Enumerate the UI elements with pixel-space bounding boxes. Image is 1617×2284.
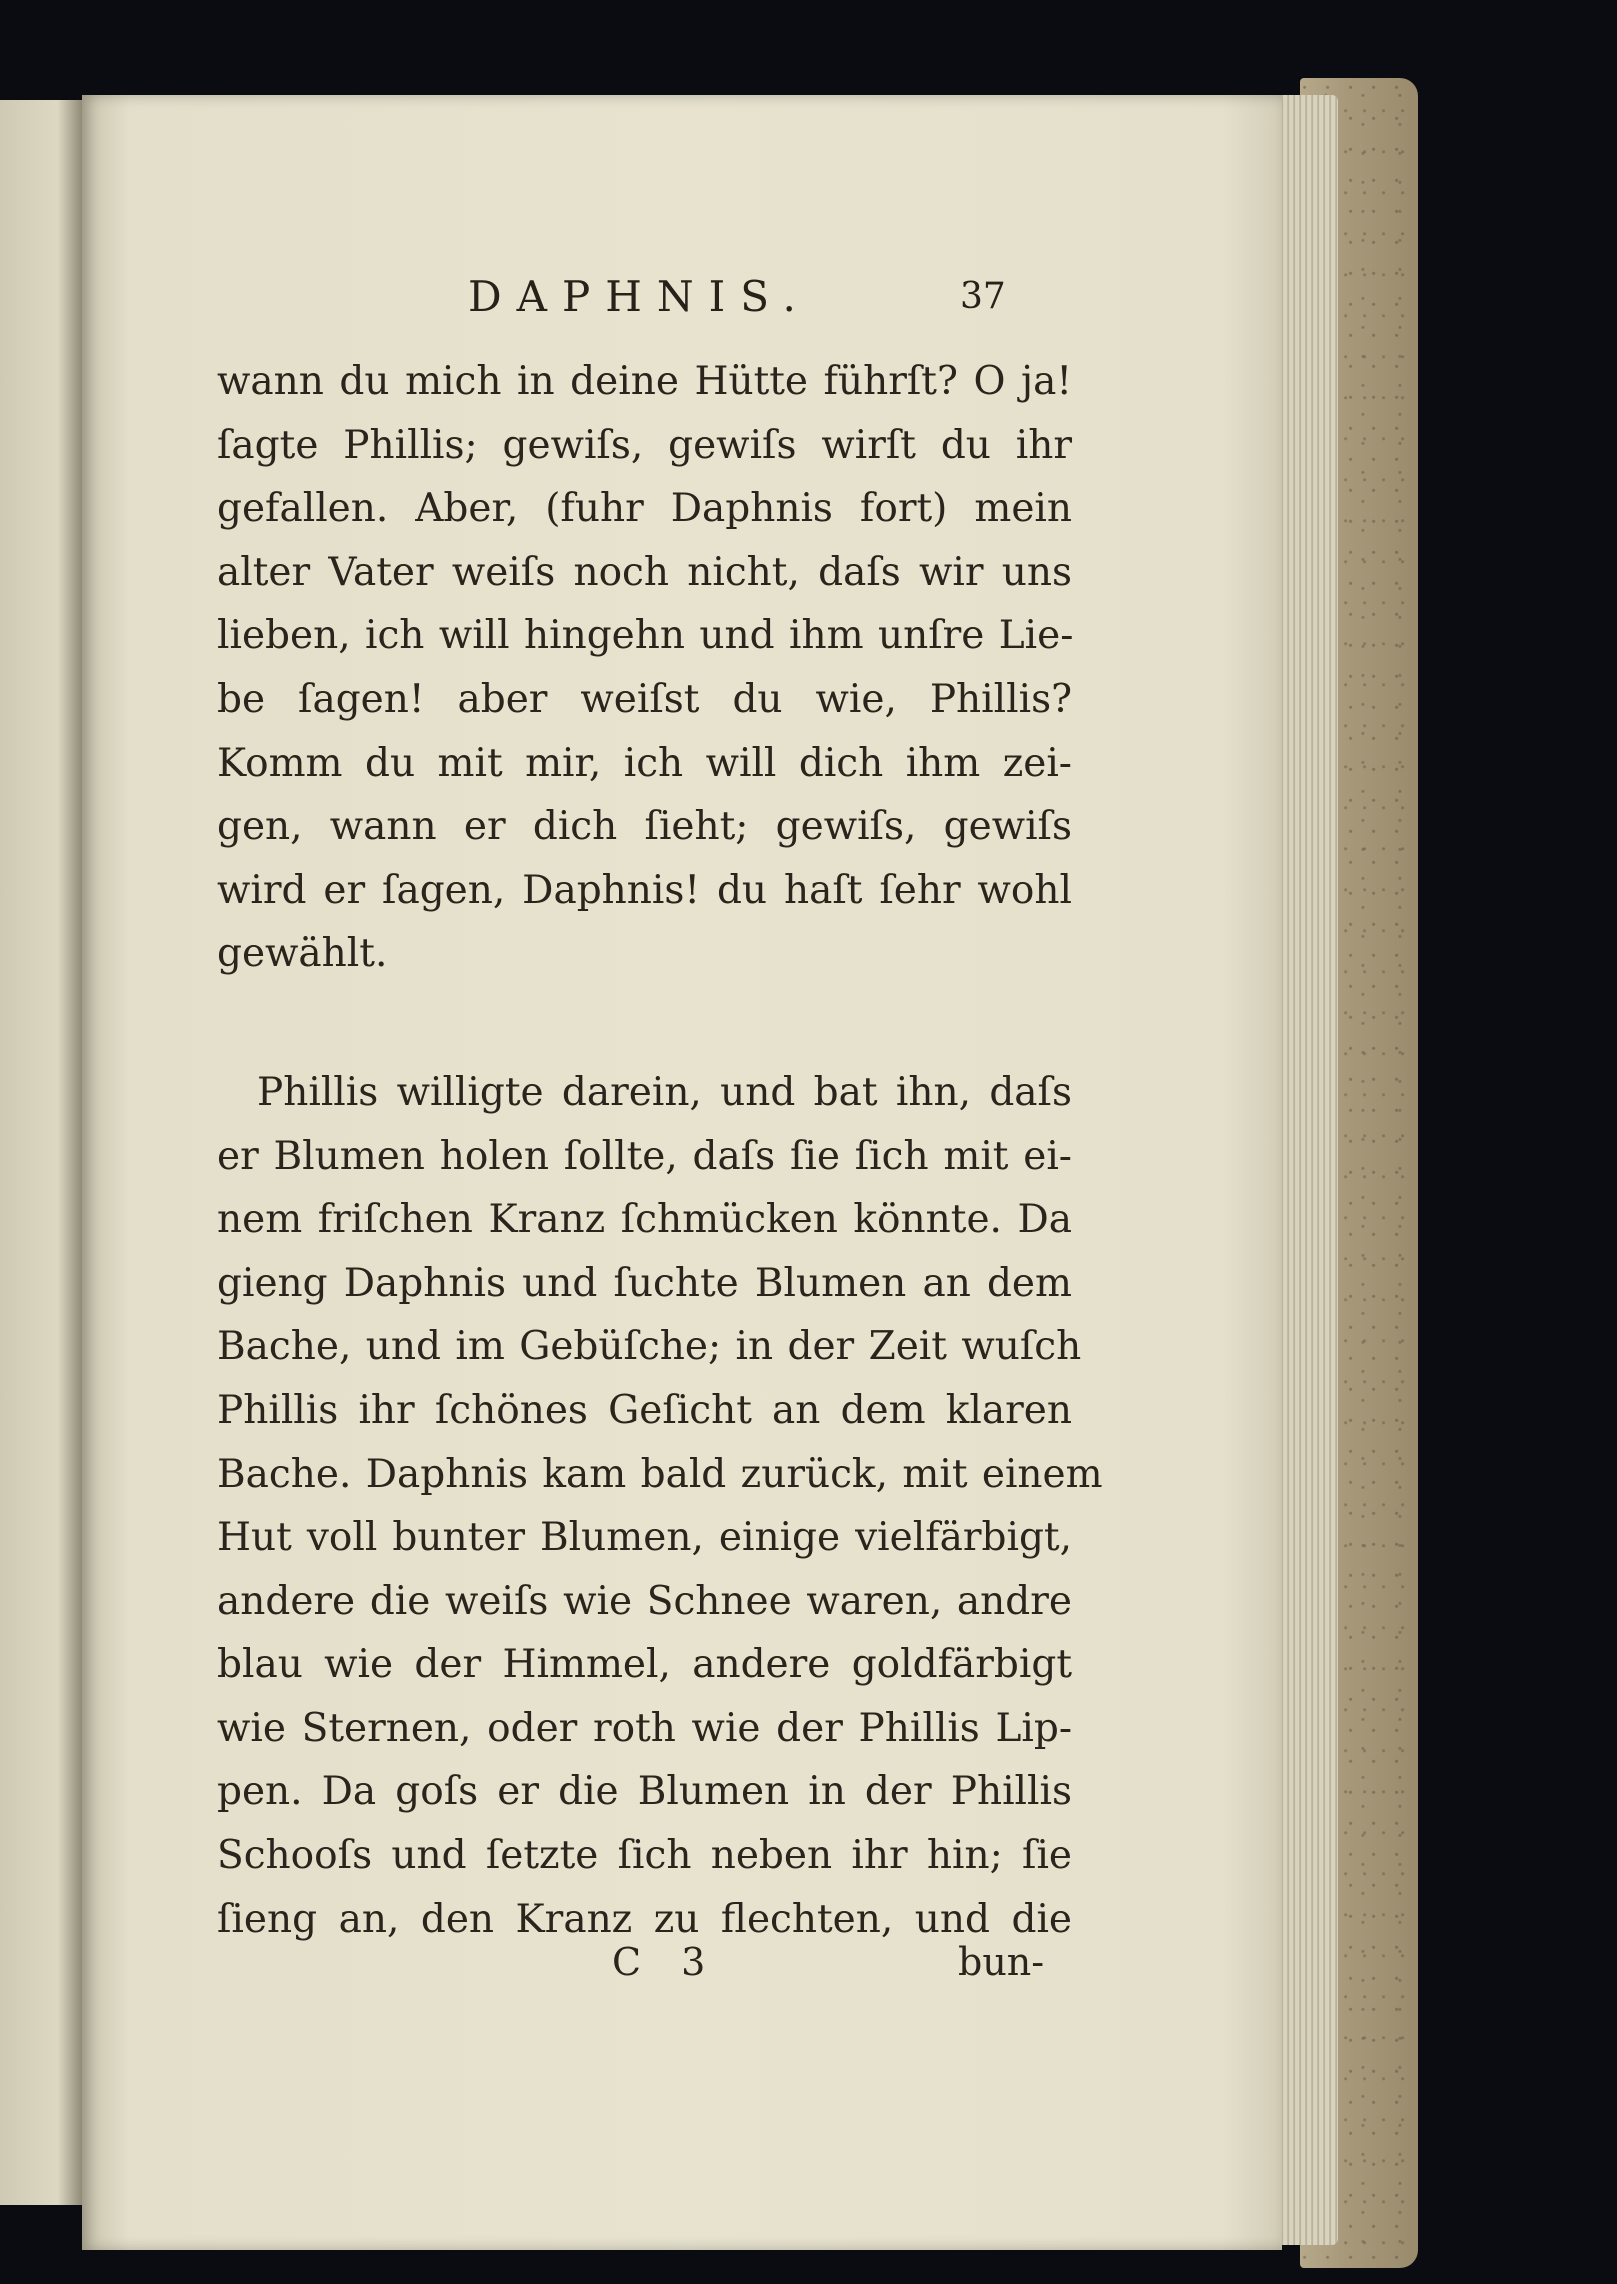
page-footer (0, 1940, 1617, 2000)
text-line: be ſagen! aber weiſst du wie, Phillis? (217, 676, 1072, 722)
text-line: Komm du mit mir, ich will dich ihm zei- (217, 740, 1072, 786)
text-line: andere die weiſs wie Schnee waren, andre (217, 1578, 1072, 1624)
paragraph-2 (217, 1061, 1103, 1951)
text-line: Hut voll bunter Blumen, einige vielfärbigt, (217, 1515, 1072, 1561)
text-line: wird er ſagen, Daphnis! du haſt ſehr wohl (217, 867, 1072, 913)
left-page-edge (0, 100, 82, 2205)
text-line: lieben, ich will hingehn und ihm unſre Lie- (217, 613, 1074, 659)
page-edges (1278, 95, 1338, 2245)
text-line: Phillis willigte darein, und bat ihn, daſs (257, 1069, 1072, 1115)
body-text (217, 350, 1103, 1951)
paragraph-gap (217, 986, 1072, 1061)
text-line: blau wie der Himmel, andere goldfärbigt (217, 1642, 1072, 1688)
text-line: gen, wann er dich ſieht; gewiſs, gewiſs (217, 804, 1072, 850)
text-line: ſieng an, den Kranz zu flechten, und die (217, 1896, 1072, 1942)
text-line: gefallen. Aber, (fuhr Daphnis fort) mein (217, 486, 1072, 532)
text-line: Bache. Daphnis kam bald zurück, mit einem (217, 1451, 1103, 1497)
text-line: Phillis ihr ſchönes Geſicht an dem klaren (217, 1387, 1072, 1433)
running-head (0, 272, 1617, 332)
catchword: bun- (958, 1940, 1045, 1984)
text-line: pen. Da goſs er die Blumen in der Phillis (217, 1769, 1072, 1815)
text-line: ſagte Phillis; gewiſs, gewiſs wirſt du ihr (217, 422, 1072, 468)
text-line: gewählt. (217, 931, 388, 977)
text-line: wann du mich in deine Hütte führſt? O ja! (217, 359, 1072, 404)
text-line: Bache, und im Gebüſche; in der Zeit wuſch (217, 1324, 1082, 1370)
text-line: er Blumen holen ſollte, daſs ſie ſich mit ei- (217, 1133, 1072, 1179)
text-line: gieng Daphnis und ſuchte Blumen an dem (217, 1260, 1072, 1306)
text-line: Schooſs und ſetzte ſich neben ihr hin; ſie (217, 1833, 1072, 1879)
text-line: nem friſchen Kranz ſchmücken könnte. Da (217, 1197, 1072, 1243)
text-line: wie Sternen, oder roth wie der Phillis Lip- (217, 1705, 1072, 1751)
running-title: DAPHNIS. (468, 272, 811, 321)
text-line: alter Vater weiſs noch nicht, daſs wir uns (217, 549, 1072, 595)
paragraph-1 (217, 350, 1072, 986)
page-number: 37 (960, 276, 1006, 317)
signature-mark: C 3 (612, 1940, 720, 1984)
